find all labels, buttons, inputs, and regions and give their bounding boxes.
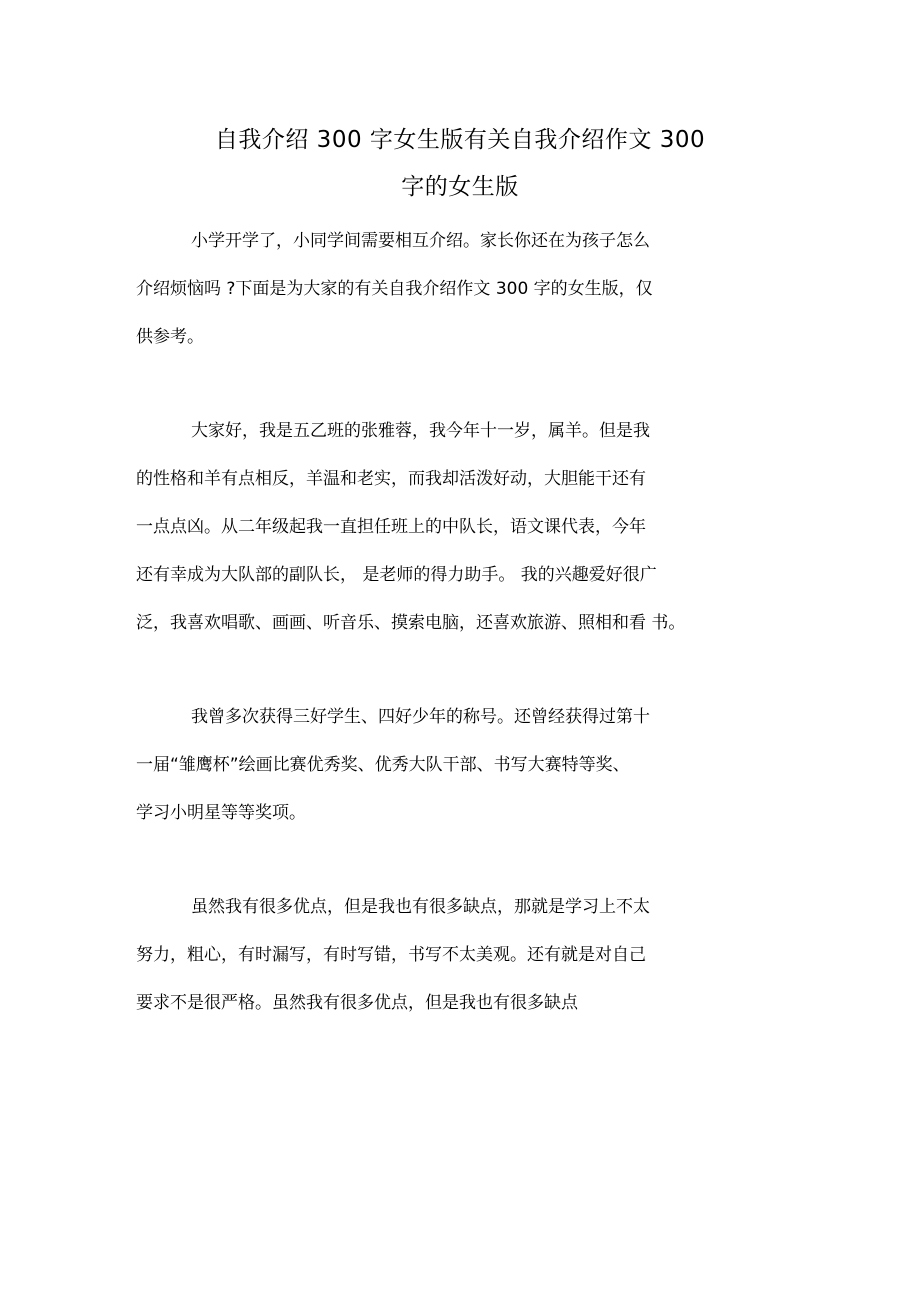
paragraph-3-line-1: 我曾多次获得三好学生、四好少年的称号。还曾经获得过第十 [191, 707, 650, 727]
paragraph-4-line-1: 虽然我有很多优点，但是我也有很多缺点，那就是学习上不太 [191, 897, 650, 917]
paragraph-4-line-2: 努力，粗心，有时漏写，有时写错，书写不太美观。还有就是对自己 [136, 945, 646, 965]
paragraph-3-line-3: 学习小明星等等奖项。 [136, 803, 306, 823]
document-title-line-2: 字的女生版 [401, 174, 519, 200]
paragraph-2-line-5: 泛，我喜欢唱歌、画画、听音乐、摸索电脑，还喜欢旅游、照相和看 书。 [136, 613, 686, 633]
paragraph-4-line-3: 要求不是很严格。虽然我有很多优点，但是我也有很多缺点 [136, 993, 578, 1013]
paragraph-3-line-2: 一届“雏鹰杯”绘画比赛优秀奖、优秀大队干部、书写大赛特等奖、 [136, 755, 630, 775]
document-title-line-1: 自我介绍 300 字女生版有关自我介绍作文 300 [214, 127, 706, 153]
paragraph-2-line-4: 还有幸成为大队部的副队长， 是老师的得力助手。 我的兴趣爱好很广 [136, 565, 657, 585]
paragraph-1-line-2: 介绍烦恼吗 ?下面是为大家的有关自我介绍作文 300 字的女生版，仅 [136, 279, 653, 299]
paragraph-2-line-2: 的性格和羊有点相反，羊温和老实，而我却活泼好动，大胆能干还有 [136, 469, 646, 489]
paragraph-1-line-3: 供参考。 [136, 327, 204, 347]
paragraph-2-line-3: 一点点凶。从二年级起我一直担任班上的中队长，语文课代表，今年 [136, 517, 646, 537]
paragraph-1-line-1: 小学开学了，小同学间需要相互介绍。家长你还在为孩子怎么 [191, 231, 650, 251]
paragraph-2-line-1: 大家好，我是五乙班的张雅蓉，我今年十一岁，属羊。但是我 [191, 421, 650, 441]
